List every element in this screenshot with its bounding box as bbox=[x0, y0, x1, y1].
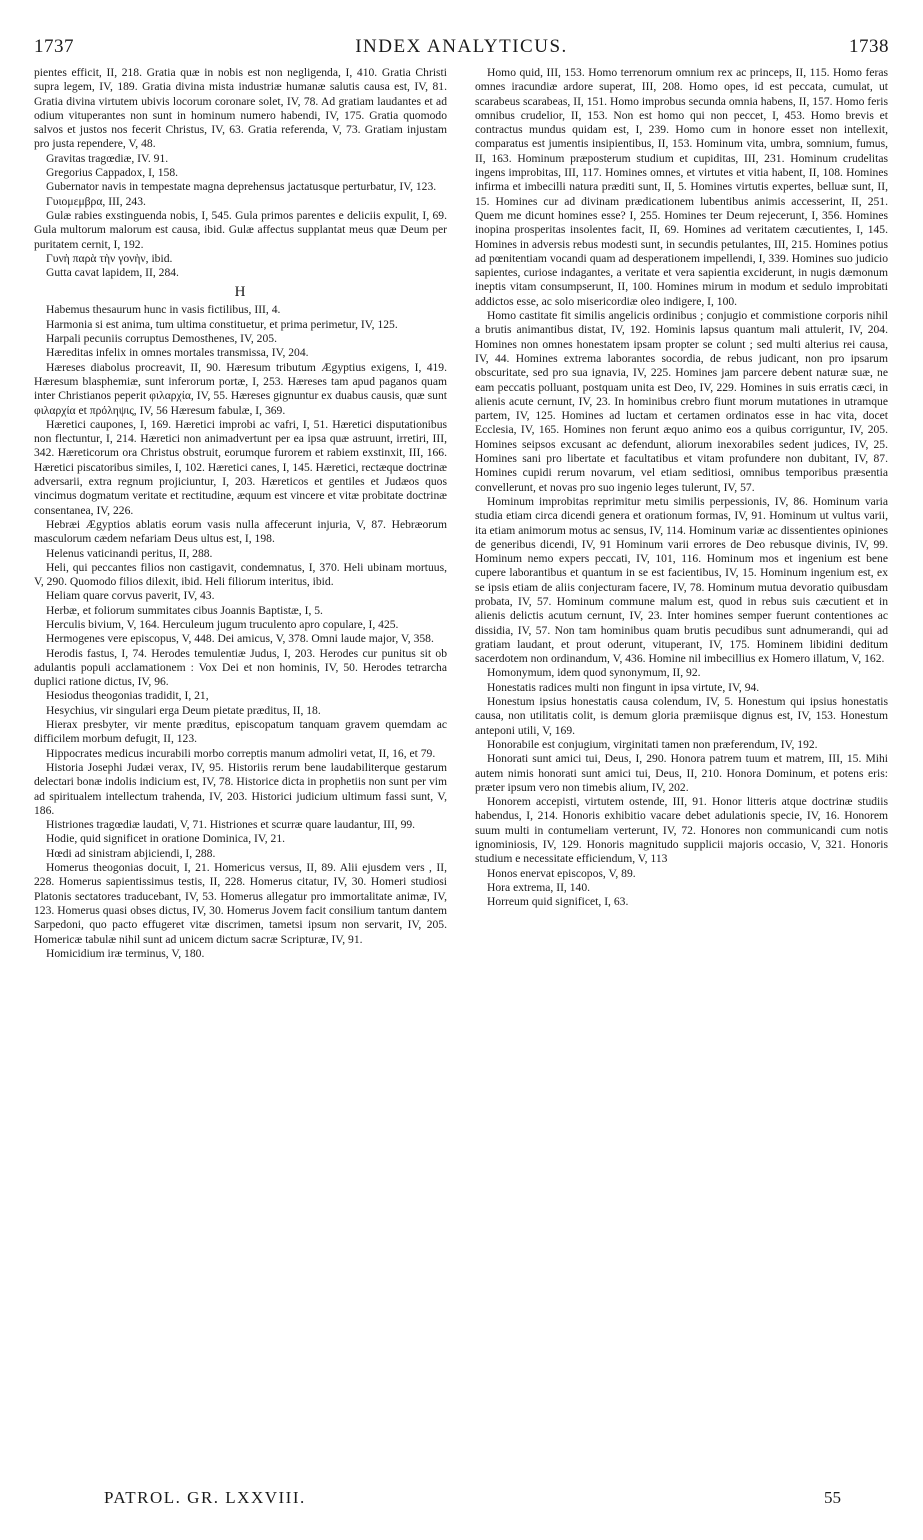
index-entry: pientes efficit, II, 218. Gratia quæ in nobis est non negligenda, I, 410. Gratia Christi supra legem, IV, 189. Gratia divina mista industriæ humanæ salutis causa est, IV, 81. Gratia divina virtutem ubivis locorum coronare solet, IV, 78. Ad gratiam laudantes et ad odium vituperantes non sunt in hominum numero habendi, IV, 175. Gratia quomodo salvos et justos nos fecerit Christus, IV, 63. Gratia referenda, V, 73. Gratiam injustam pro justa rependere, V, 48. bbox=[34, 66, 447, 151]
index-entry: Helenus vaticinandi peritus, II, 288. bbox=[46, 546, 213, 560]
index-entry: Histriones tragœdiæ laudati, V, 71. Histriones et scurræ quare laudantur, III, 99. bbox=[46, 818, 416, 832]
index-entry: Homo quid, III, 153. Homo terrenorum omnium rex ac princeps, II, 115. Homo feras omnes iracundiæ ardore superat, III, 208. Homo opes, id est peccata, cumulat, ut scarabeus scarabeas, II, 151. Homo improbus secunda omnia habens, II, 157. Homo feris omnibus crudelior, II, 153. Non est homo qui non peccet, I, 453. Homo brevis et contractus mundus quidam est, I, 239. Homo cum in honore esset non intellexit, comparatus est jumentis insipientibus, II, 153. Hominum vita, umbra, somnium, fumus, II, 163. Hominum præposterum studium et cupiditas, III, 231. Hominum crudelitas ingens improbitas, III, 117. Homines omnes, et virtutes et vitia habent, II, 108. Homines infirma et imbecilli natura præditi sunt, II, 5. Homines virtutis expertes, belluæ sunt, II, 15. Homines cur ad divinam prædicationem lubentibus animis accesserint, II, 251. Quem me dicunt homines esse? I, 255. Homines ter Deum rejecerunt, I, 356. Homines inopina prosperitas insolentes facit, II, 69. Homines ad veritatem cæcutientes, I, 145. Homines in adversis rebus modesti sunt, in secundis petulantes, III, 215. Homines potius ad pœnitentiam vocandi quam ad desperationem impellendi, I, 339. Homines suo judicio sapientes, curiose indagantes, a veritate et vera sapientia exciderunt, in nugis dæmonum ineptis vitam consumpserunt, II, 100. Homines mirum in modum et sedulo improbitati addictos esse, ac solo misericordiæ oleo indigere, I, 100. bbox=[475, 66, 888, 308]
index-entry: Hodie, quid significet in oratione Dominica, IV, 21. bbox=[46, 832, 286, 846]
index-entry: Heli, qui peccantes filios non castigavit, condemnatus, I, 370. Heli ubinam mortuus, V, 290. Quomodo filios dilexit, ibid. Heli filiorum interitus, ibid. bbox=[34, 560, 447, 589]
right-column bbox=[475, 66, 888, 1476]
index-entry: Γυιομεμβρα, III, 243. bbox=[46, 194, 146, 208]
index-entry: Hierax presbyter, vir mente præditus, episcopatum tanquam gravem quemdam ac difficilem morbum defugit, II, 123. bbox=[34, 718, 447, 746]
index-entry: Honorati sunt amici tui, Deus, I, 290. Honora patrem tuum et matrem, III, 15. Mihi autem nimis honorati sunt amici tui, Deus, II, 210. Honora Dominum, et potens eris: præter ipsum vero non timebis alium, IV, 202. bbox=[475, 752, 888, 794]
page-number: 55 bbox=[824, 1488, 841, 1507]
index-entry: Herculis bivium, V, 164. Herculeum jugum truculento apro copulare, I, 425. bbox=[46, 617, 399, 631]
index-entry: Gulæ rabies exstinguenda nobis, I, 545. Gula primos parentes e deliciis expulit, I, 69. Gula multorum malorum est causa, ibid. Gulæ affectus supplantat meus quæ Deum per puritatem cernit, I, 192. bbox=[34, 208, 447, 251]
index-entry: Homonymum, idem quod synonymum, II, 92. bbox=[487, 666, 701, 680]
index-entry: Hæreditas infelix in omnes mortales transmissa, IV, 204. bbox=[46, 346, 309, 360]
index-entry: Harpali pecuniis corruptus Demosthenes, IV, 205. bbox=[46, 332, 277, 346]
index-entry: Γυνὴ παρὰ τὴν γονὴν, ibid. bbox=[46, 251, 173, 265]
index-entry: Gravitas tragœdiæ, IV. 91. bbox=[46, 151, 169, 165]
page-title: INDEX ANALYTICUS. bbox=[355, 36, 568, 57]
index-entry: Hesychius, vir singulari erga Deum pietate præditus, II, 18. bbox=[46, 703, 321, 717]
index-entry: Historia Josephi Judæi verax, IV, 95. Historiis rerum bene laudabiliterque gestarum delectari bonæ indolis indicium est, IV, 78. Historice dicta in prophetiis non sunt per vim ad spiritualem intellectum trahenda, IV, 203. Historici judicium ultimum fassi sunt, V, 186. bbox=[34, 760, 447, 817]
index-entry: Honorem accepisti, virtutem ostende, III, 91. Honor litteris atque doctrinæ studiis habendus, I, 214. Honoris exhibitio vacare debet adulationis specie, IV, 16. Honorem suum multi in contumeliam verterunt, IV, 72. Honores non communicandi cum notis ignominiosis, IV, 129. Honoris magnitudo supplicii majoris occasio, V, 321. Honoris studium e necessitate efficiendum, V, 113 bbox=[475, 795, 888, 866]
index-entry: Honorabile est conjugium, virginitati tamen non præferendum, IV, 192. bbox=[487, 737, 818, 751]
index-entry: Gubernator navis in tempestate magna deprehensus jactatusque perturbatur, IV, 123. bbox=[46, 180, 437, 194]
index-entry: Hominum improbitas reprimitur metu similis perpessionis, IV, 86. Hominum varia studia etiam circa dicendi genera et orationum formas, IV, 91. Hominum ut vultus varii, ita etiam animorum motus ac sensus, IV, 114. Hominum variæ ac dissentientes opiniones de generibus dicendi, IV, 91 Hominum varii errores de Deo rebusque divinis, IV, 99. Hominum nemo expers peccati, IV, 101, 116. Hominum mos et ingenium est bene cupere laborantibus et quantum in se est facientibus, IV, 15. Hominum ingenium est, ex se ipsis etiam de aliis conjecturam facere, IV, 78. Hominum mutua devoratio quibusdam probata, IV, 57. Hominum commune malum est, quod in rebus suis cæcutient et in alienis delictis acutum cernunt, IV, 23. Inter homines semper fuerunt contentiones ac dissidia, IV, 57. Non tam hominibus quam brutis pecudibus sunt adnumerandi, qui ad gratiam laudant, et prout oderunt, vituperant, IV, 175. Hominem libidini deditum sacerdotem non ordinandum, V, 436. Homine nil imbecillius ex Homero illatum, V, 162. bbox=[475, 494, 888, 666]
index-entry: Homerus theogonias docuit, I, 21. Homericus versus, II, 89. Alii ejusdem vers , II, 228. Homerus sapientissimus testis, II, 228. Homerus citatur, IV, 30. Homeri studiosi Platonis sectatores traducebant, IV, 53. Homerus allegatur pro immortalitate animæ, IV, 123. Homerus quasi obses dictus, IV, 30. Homerus Jovem facit consilium tantum dantem Sarpedoni, quo pacto effugeret vitæ discrimen, tametsi ipsum non servarit, IV, 205. Homericæ tabulæ nihil sunt ad unicem dictum sacræ Scripturæ, IV, 91. bbox=[34, 861, 447, 946]
index-entry: Homicidium iræ terminus, V, 180. bbox=[46, 946, 205, 960]
index-entry: Honestatis radices multi non fingunt in ipsa virtute, IV, 94. bbox=[487, 680, 760, 694]
index-entry: Habemus thesaurum hunc in vasis fictilibus, III, 4. bbox=[46, 303, 281, 317]
signature-mark: PATROL. GR. LXXVIII. bbox=[104, 1488, 306, 1507]
page-footer bbox=[34, 1488, 889, 1514]
text-columns bbox=[34, 66, 889, 1476]
index-entry: Hebræi Ægyptios ablatis eorum vasis nulla affecerunt injuria, V, 87. Hebræorum masculorum cædem nefariam Deus ultus est, I, 198. bbox=[34, 517, 447, 546]
index-entry: Hœdi ad sinistram abjiciendi, I, 288. bbox=[46, 846, 216, 860]
column-number-right: 1738 bbox=[849, 36, 889, 57]
left-column bbox=[34, 66, 447, 1476]
index-entry: Hora extrema, II, 140. bbox=[487, 880, 591, 894]
index-entry: Herodis fastus, I, 74. Herodes temulentiæ Judus, I, 203. Herodes cur punitus sit ob adulantis populi acclamationem : Vox Dei et non hominis, IV, 50. Herodes tetrarcha duplici ratione dictus, IV, 96. bbox=[34, 646, 447, 689]
index-entry: Hippocrates medicus incurabili morbo correptis manum admoliri vetat, II, 16, et 79. bbox=[46, 746, 436, 760]
index-entry: Gregorius Cappadox, I, 158. bbox=[46, 166, 179, 180]
index-entry: Heliam quare corvus paverit, IV, 43. bbox=[46, 589, 215, 603]
index-entry: Herbæ, et foliorum summitates cibus Joannis Baptistæ, I, 5. bbox=[46, 603, 323, 617]
index-entry: Hesiodus theogonias tradidit, I, 21, bbox=[46, 689, 209, 703]
index-entry: Hæreses diabolus procreavit, II, 90. Hæresum tributum Ægyptius exigens, I, 419. Hæresum blasphemiæ, sunt inferorum portæ, I, 253. Hæreses tam apud paganos quam inter Christianos peperit φιλαρχία, IV, 55. Hæreses gignuntur ex duabus causis, quæ sunt φιλαρχία et πρόληψις, IV, 56 Hæresum fabulæ, I, 369. bbox=[34, 360, 447, 417]
index-entry: Homo castitate fit similis angelicis ordinibus ; conjugio et commistione corporis nihil a brutis animantibus distat, IV, 192. Hominis lapsus quantum mali attulerit, IV, 204. Homines non omnes honestatem ipsam propter se colunt ; sed multi alterius rei causa, IV, 44. Homines extrema laborantes socordia, de rebus judicant, non pro ipsarum obscuritate, sed pro sua ignavia, IV, 225. Homines jam parcere debent naturæ suæ, ne eam peccatis polluant, postquam unita est Deo, IV, 229. Homines in suis erratis cæci, in alienis acute cernunt, IV, 23. In hominibus crebro fiunt morum mutationes in utramque partem, IV, 125. Homines ad luctam et certamen ordinatos esse in hac vita, docet Ecclesia, IV, 165. Homines non ferunt æquo animo eos a quibus corriguntur, IV, 205. Homines seipsos excusant ac defendunt, aliorum inexorabiles sedent judices, IV, 25. Homines sani pro libertate et facultatibus et vitam profundere non dubitant, IV, 87. Homines cupidi rerum novarum, vel etiam seditiosi, omnibus temporibus præsentia convellerunt, et novas pro suo ingenio leges tulerunt, IV, 57. bbox=[475, 309, 888, 494]
index-entry: Hermogenes vere episcopus, V, 448. Dei amicus, V, 378. Omni laude major, V, 358. bbox=[46, 632, 434, 646]
index-entry: Horreum quid significet, I, 63. bbox=[487, 895, 629, 909]
column-number-left: 1737 bbox=[34, 36, 74, 57]
running-head bbox=[34, 36, 889, 60]
index-entry: Harmonia si est anima, tum ultima constituetur, et prima perimetur, IV, 125. bbox=[46, 317, 398, 331]
index-entry: Gutta cavat lapidem, II, 284. bbox=[46, 266, 179, 280]
section-letter: H bbox=[234, 284, 247, 301]
index-entry: Honos enervat episcopos, V, 89. bbox=[487, 866, 636, 880]
index-entry: Hæretici caupones, I, 169. Hæretici improbi ac vafri, I, 51. Hæretici disputationibus non flectuntur, I, 214. Hæretici non animadvertunt per ea ipsa quæ astruunt, irretiri, III, 342. Hæreticorum ora Christus obstruit, eorumque furorem et rabiem exstinxit, III, 166. Hæretici piscatoribus similes, I, 102. Hæretici canes, I, 145. Hæretici, rectæque doctrinæ adversarii, extra regnum projiciuntur, I, 203. Hæreticos et gentiles et Judæos quos vincimus dogmatum veritate et rectitudine, æquum est vincere et vitæ probitate doctrinæ consentanea, IV, 226. bbox=[34, 417, 447, 517]
index-entry: Honestum ipsius honestatis causa colendum, IV, 5. Honestum qui ipsius honestatis causa, non utilitatis colit, is demum gloria præmiisque dignus est, IV, 153. Honestum anteponi utili, V, 169. bbox=[475, 695, 888, 737]
